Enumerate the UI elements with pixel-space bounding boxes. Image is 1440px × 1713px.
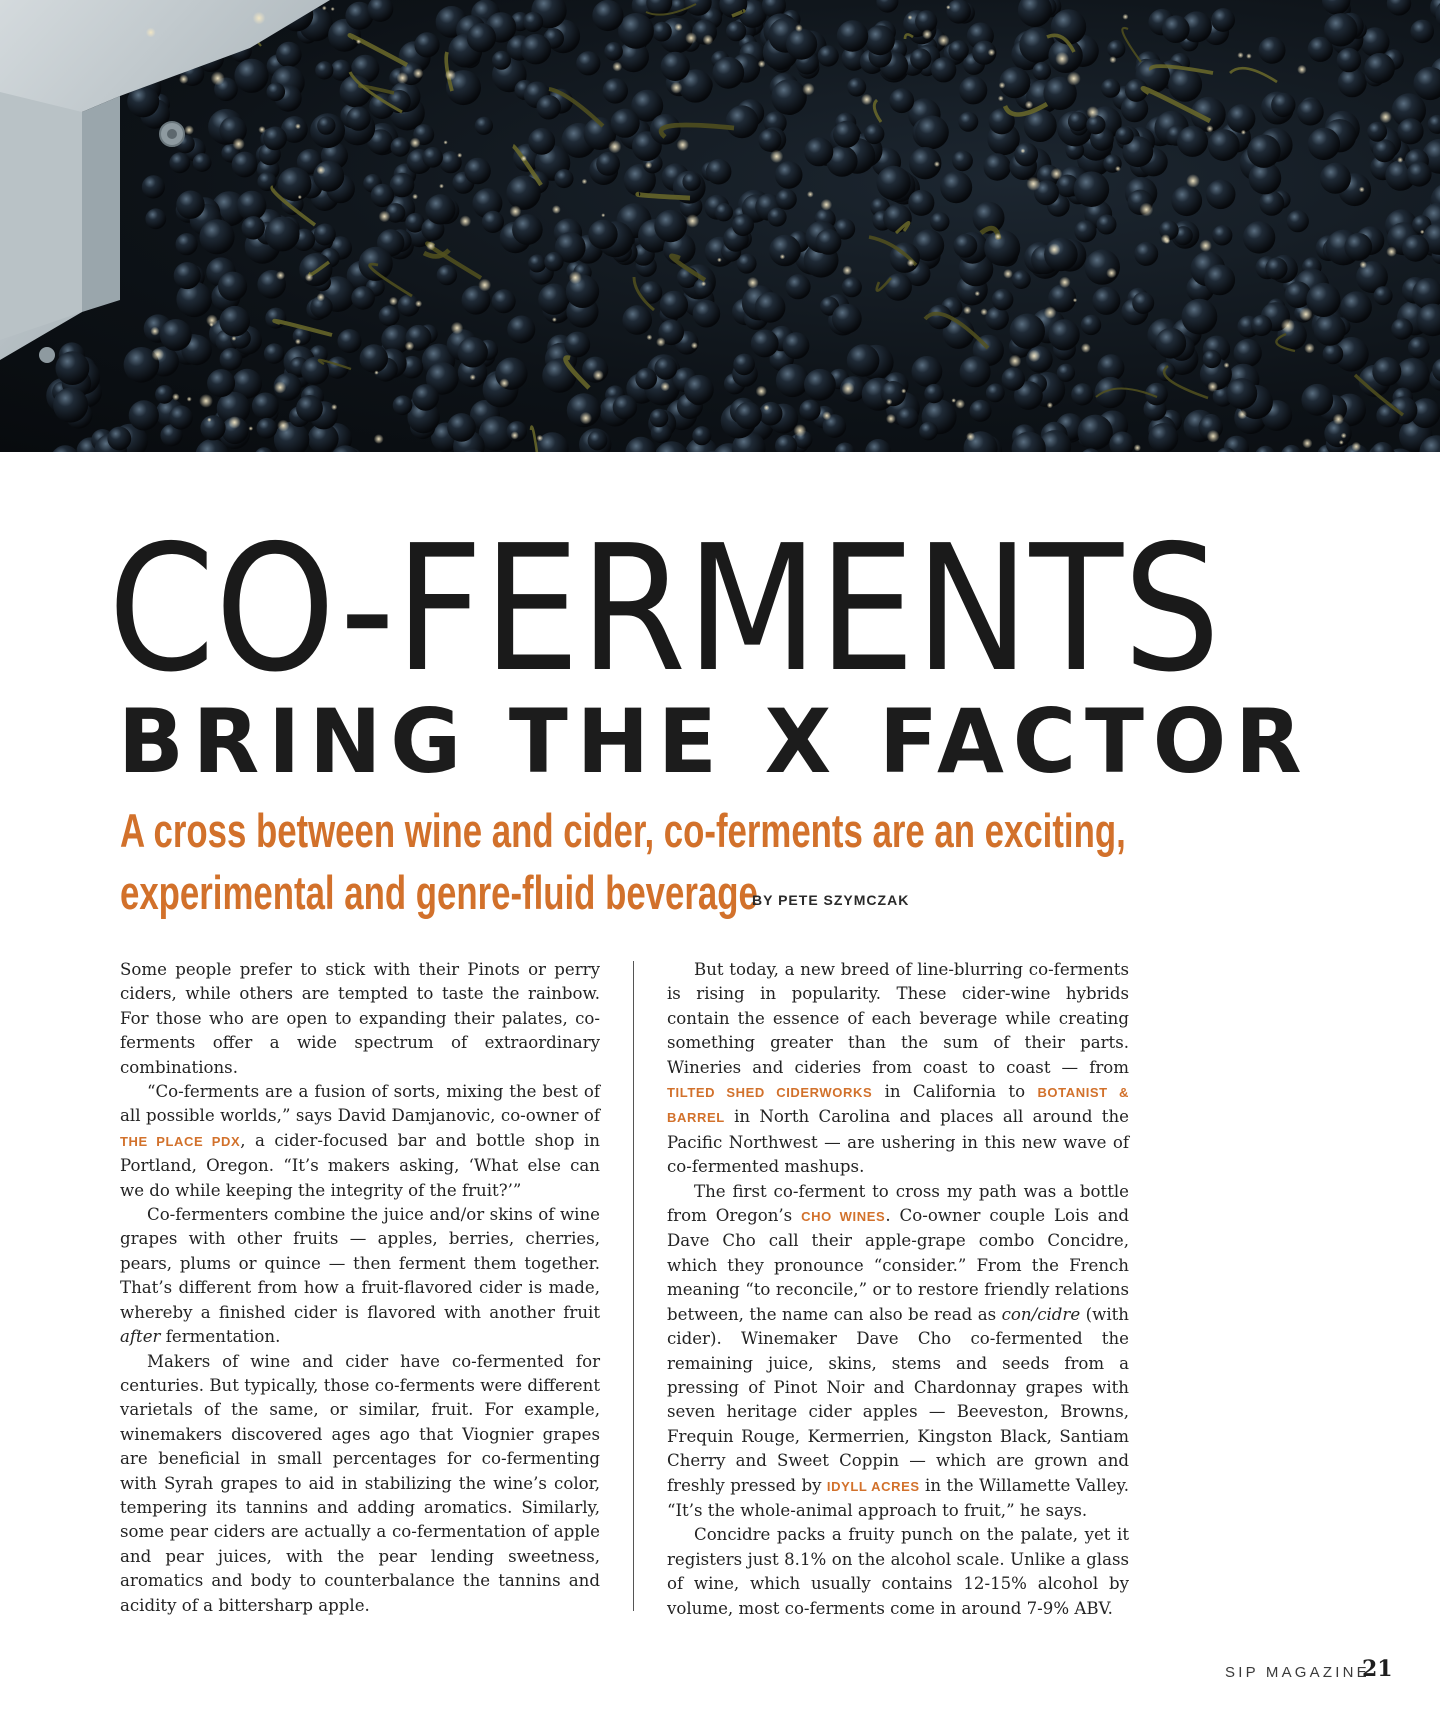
business-name-link[interactable]: TILTED SHED CIDERWORKS — [667, 1085, 873, 1101]
body-column-right — [667, 958, 1129, 1621]
headline-line-2: BRING THE X FACTOR — [118, 690, 1311, 793]
deck-line-2: experimental and genre-fluid beverage — [120, 866, 758, 919]
magazine-name: SIP MAGAZINE — [1225, 1664, 1370, 1681]
page-number: 21 — [1362, 1656, 1393, 1682]
paragraph: Concidre packs a fruity punch on the palate, yet it registers just 8.1% on the alcohol scale. Unlike a glass of wine, which usually contains 12-15% alcohol by volume, most co-ferments come in around 7-9% ABV. — [667, 1525, 1129, 1618]
business-name-link[interactable]: IDYLL ACRES — [826, 1478, 920, 1494]
column-divider — [633, 961, 634, 1611]
paragraph: Co-fermenters combine the juice and/or skins of wine grapes with other fruits — apples, berries, cherries, pears, plums or quince — then ferment them together. That’s different from how a fruit-flavored cider is made, whereby a finished cider is flavored with another fruit after fermentation. — [120, 1205, 600, 1347]
grape-bin-image — [0, 0, 1440, 452]
business-name-link[interactable]: CHO WINES — [801, 1209, 886, 1225]
author-byline: BY PETE SZYMCZAK — [752, 892, 910, 908]
paragraph: Some people prefer to stick with their Pinots or perry ciders, while others are tempted to taste the rainbow. For those who are open to expanding their palates, co-ferments offer a wide spectrum of extraordinary combinations. — [120, 960, 600, 1077]
paragraph: The first co-ferment to cross my path was a bottle from Oregon’s CHO WINES. Co-owner couple Lois and Dave Cho call their apple-grape combo Concidre, which they pronounce “consider.” From the French meaning “to reconcile,” or to restore friendly relations between, the name can also be read as con/cidre (with cider). Winemaker Dave Cho co-fermented the remaining juice, skins, stems and seeds from a pressing of Pinot Noir and Chardonnay grapes with seven heritage cider apples — Beeveston, Browns, Frequin Rouge, Kermerrien, Kingston Black, Santiam Cherry and Sweet Coppin — which are grown and freshly pressed by IDYLL ACRES in the Willamette Valley. “It’s the whole-animal approach to fruit,” he says. — [667, 1181, 1130, 1520]
body-column-left — [120, 958, 600, 1618]
paragraph: “Co-ferments are a fusion of sorts, mixing the best of all possible worlds,” says David Damjanovic, co-owner of THE PLACE PDX, a cider-focused bar and bottle shop in Portland, Oregon. “It’s makers asking, ‘What else can we do while keeping the integrity of the fruit?’” — [120, 1082, 600, 1200]
business-name-link[interactable]: BOTANIST & BARREL — [667, 1085, 1129, 1126]
paragraph: But today, a new breed of line-blurring co-ferments is rising in popularity. These cider-wine hybrids contain the essence of each beverage while creating something greater than the sum of their parts. Wineries and cideries from coast to coast — from TILTED SHED CIDERWORKS in California to BOTANIST & BARREL in North Carolina and places all around the Pacific Northwest — are ushering in this new wave of co-fermented mashups. — [667, 960, 1129, 1177]
headline-line-1: CO-FERMENTS — [108, 508, 1221, 711]
deck-subtitle — [120, 800, 1126, 924]
business-name-link[interactable]: THE PLACE PDX — [120, 1133, 241, 1149]
hero-photo — [0, 0, 1440, 452]
paragraph: Makers of wine and cider have co-fermented for centuries. But typically, those co-ferments were different varietals of the same, or similar, fruit. For example, winemakers discovered ages ago that Viognier grapes are beneficial in small percentages for co-fermenting with Syrah grapes to aid in stabilizing the wine’s color, tempering its tannins and adding aromatics. Similarly, some pear ciders are actually a co-fermentation of apple and pear juices, with the pear lending sweetness, aromatics and body to counterbalance the tannins and acidity of a bittersharp apple. — [120, 1351, 600, 1615]
deck-line-1: A cross between wine and cider, co-ferments are an exciting, — [120, 804, 1126, 857]
